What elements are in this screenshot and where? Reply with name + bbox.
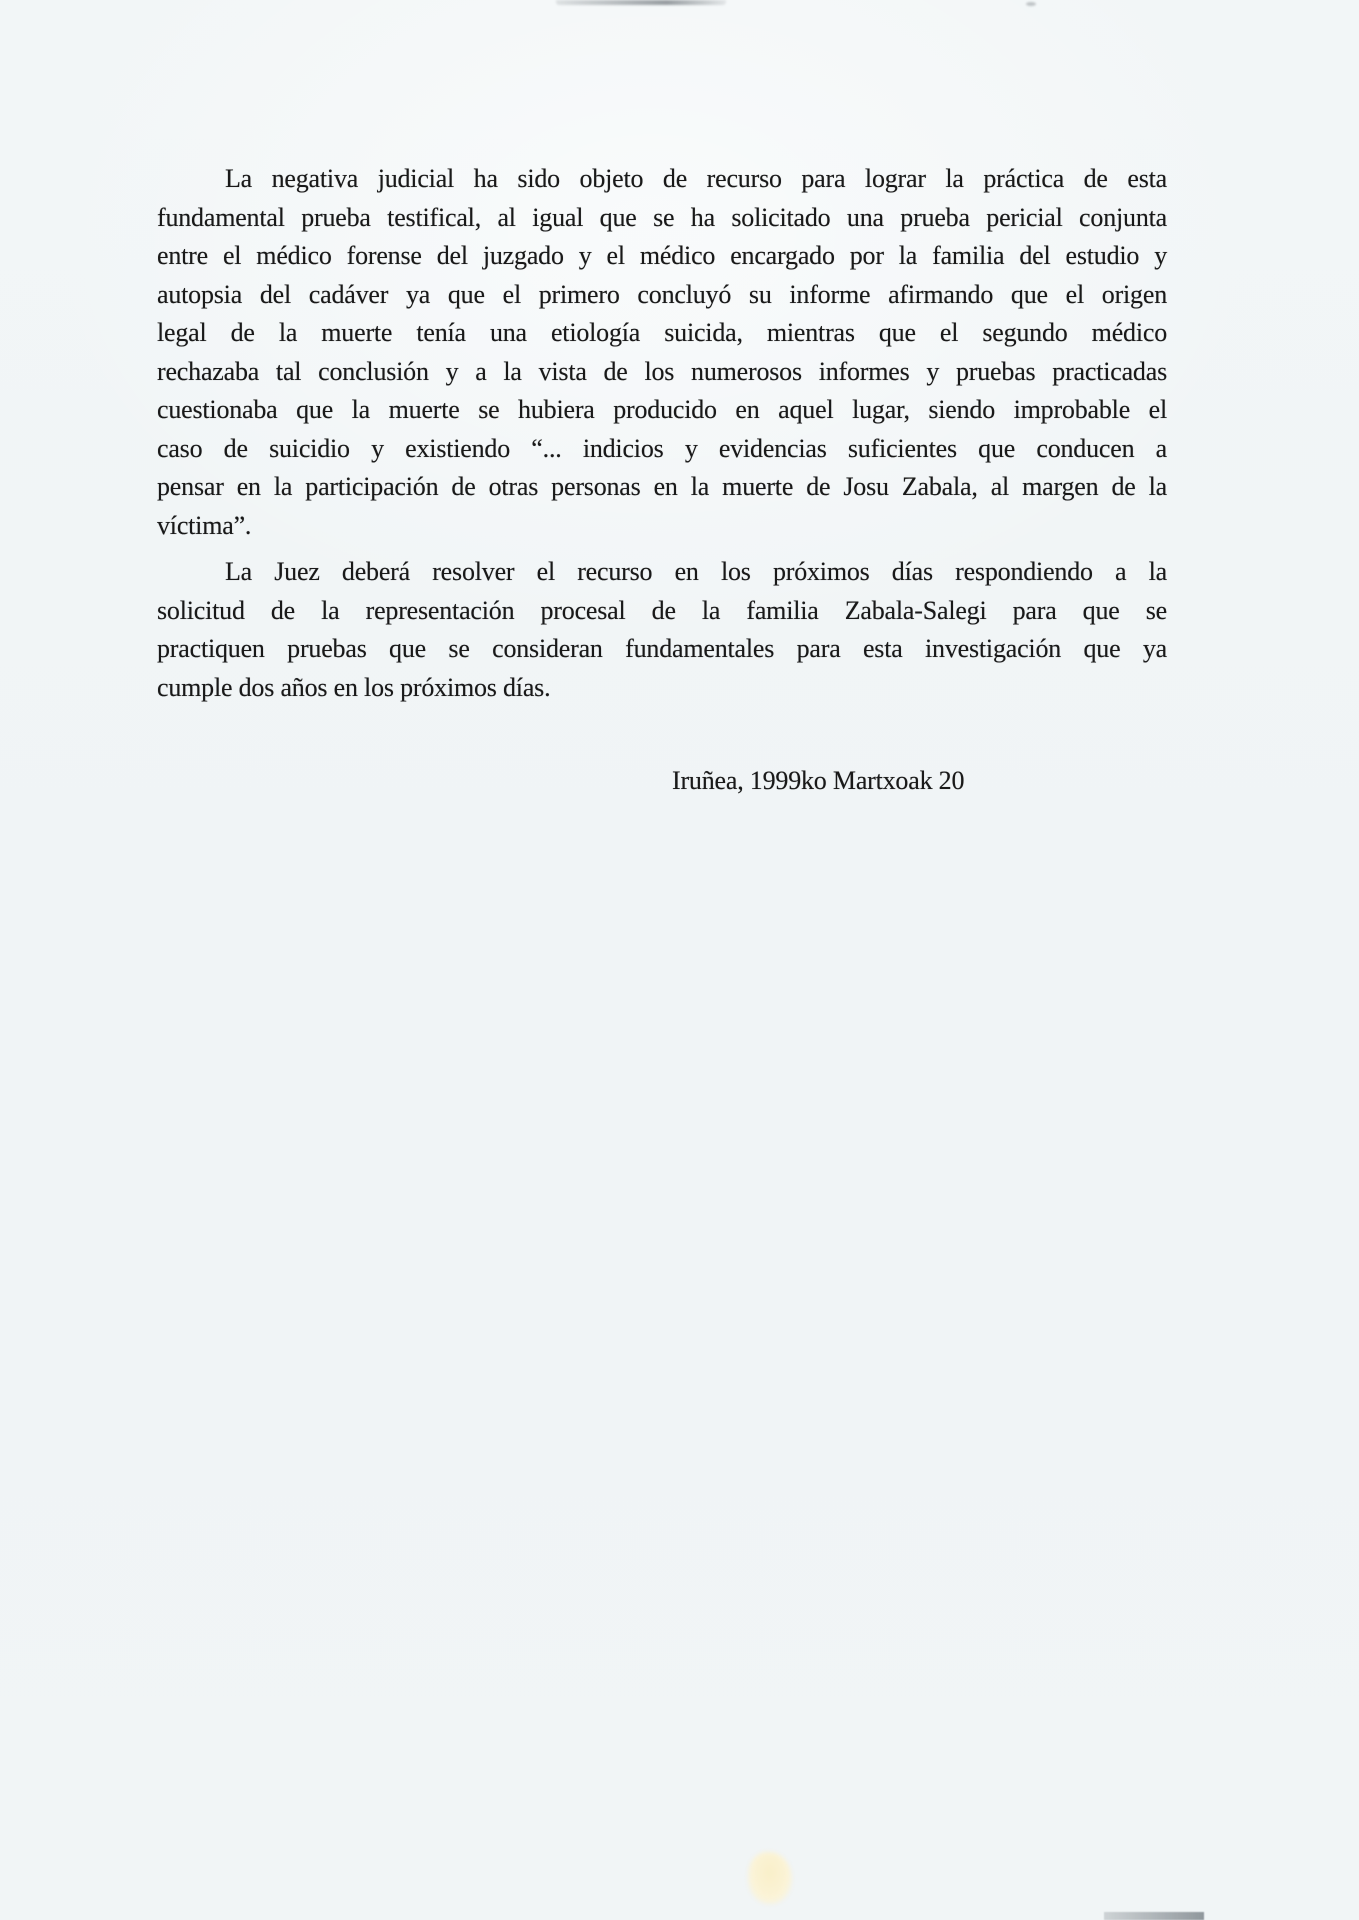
paragraph-1 xyxy=(157,160,1167,545)
text-line: entre el médico forense del juzgado y el médico encargado por la familia del estudio y xyxy=(157,241,1167,270)
scan-artifact-top-edge xyxy=(556,0,726,5)
text-line: La negativa judicial ha sido objeto de recurso para lograr la práctica de esta xyxy=(225,164,1167,193)
text-line: pensar en la participación de otras personas en la muerte de Josu Zabala, al margen de la xyxy=(157,472,1167,501)
scan-artifact-top-speck xyxy=(1026,2,1036,6)
text-line: fundamental prueba testifical, al igual que se ha solicitado una prueba pericial conjunta xyxy=(157,202,1167,232)
text-line: víctima”. xyxy=(157,510,252,540)
text-line: practiquen pruebas que se consideran fundamentales para esta investigación que ya xyxy=(157,634,1167,663)
text-line: La Juez deberá resolver el recurso en los próximos días respondiendo a la xyxy=(225,557,1167,586)
text-line: cuestionaba que la muerte se hubiera producido en aquel lugar, siendo improbable el xyxy=(157,395,1167,424)
text-line: legal de la muerte tenía una etiología suicida, mientras que el segundo médico xyxy=(157,318,1167,347)
document-body xyxy=(157,160,1167,801)
paragraph-2 xyxy=(157,553,1167,707)
text-line: solicitud de la representación procesal de la familia Zabala-Salegi para que se xyxy=(157,595,1167,625)
text-line: cumple dos años en los próximos días. xyxy=(157,672,551,702)
scan-artifact-bottom-right-bar xyxy=(1104,1912,1204,1920)
text-line: autopsia del cadáver ya que el primero concluyó su informe afirmando que el origen xyxy=(157,279,1167,309)
text-line: caso de suicidio y existiendo “... indicios y evidencias suficientes que conducen a xyxy=(157,433,1167,463)
dateline: Iruñea, 1999ko Martxoak 20 xyxy=(672,766,965,795)
text-line: rechazaba tal conclusión y a la vista de los numerosos informes y pruebas practicadas xyxy=(157,356,1167,386)
scan-artifact-bottom-stain xyxy=(748,1852,792,1904)
